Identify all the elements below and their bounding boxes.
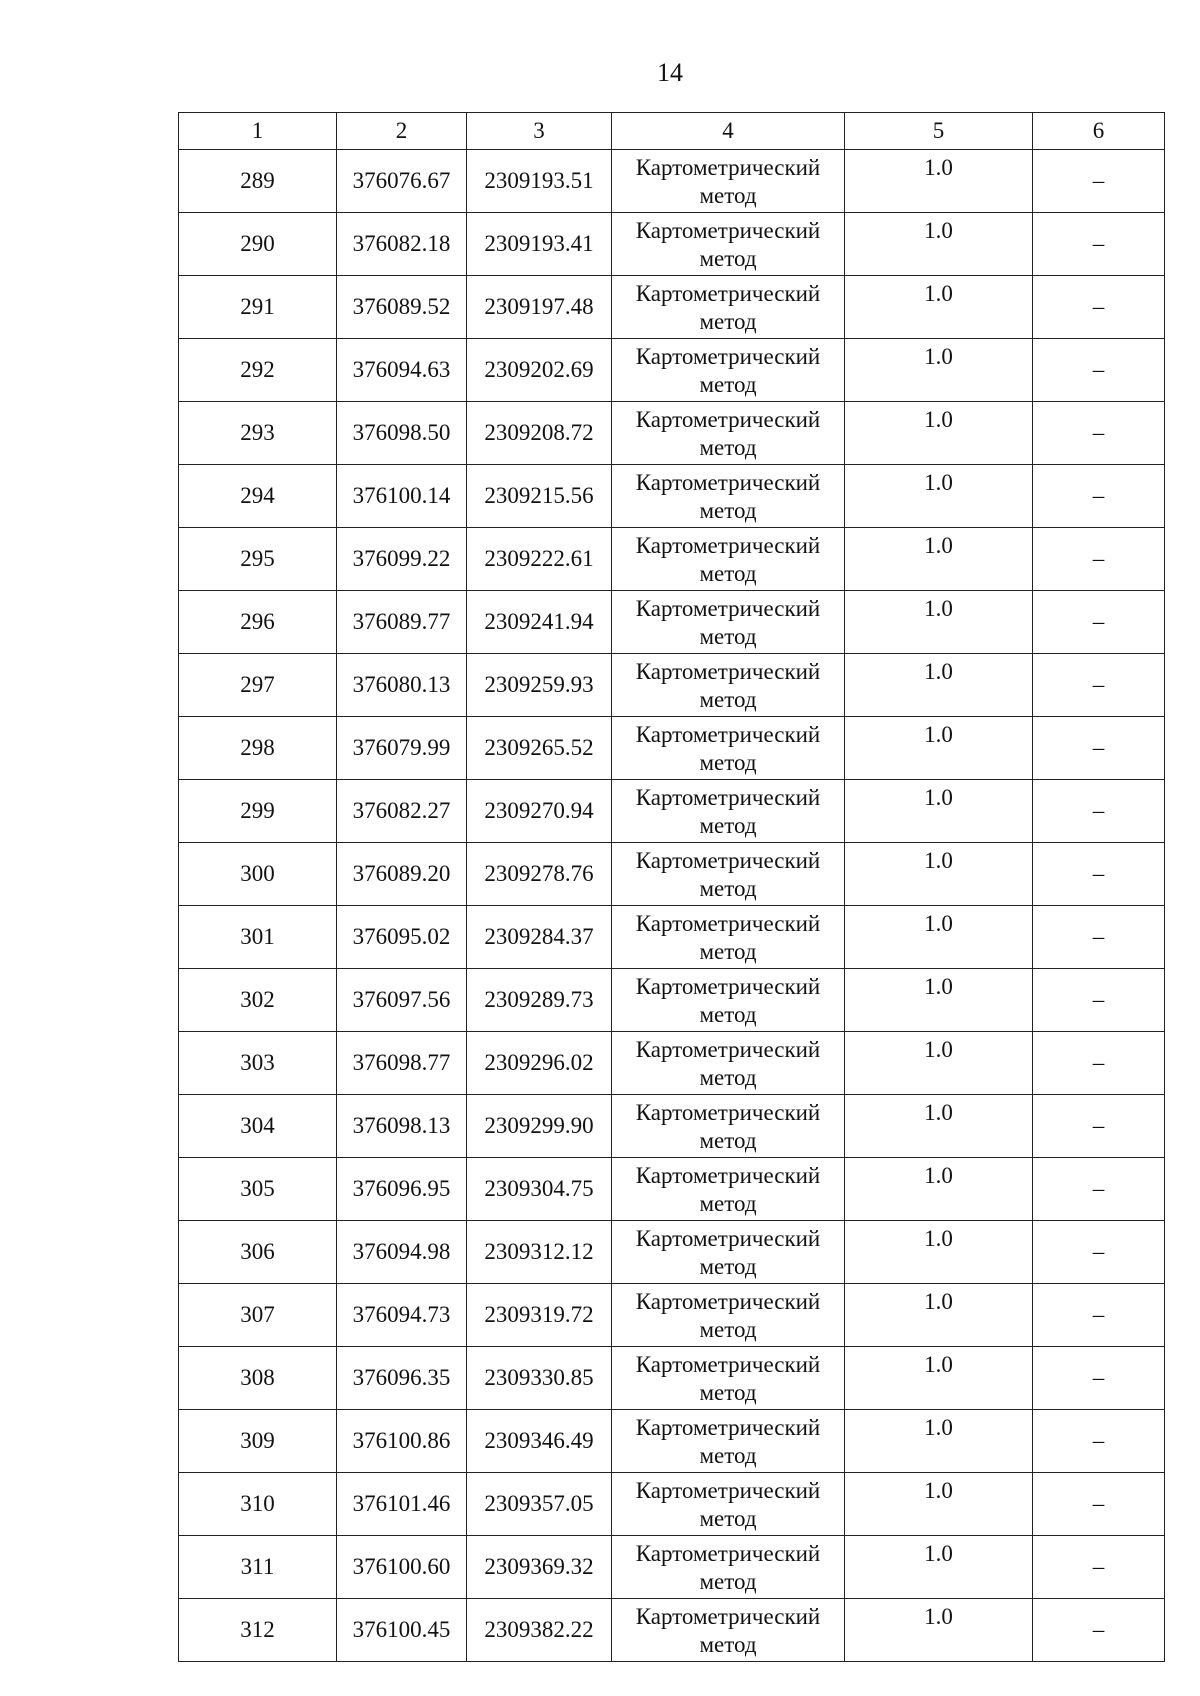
page-number: 14 (657, 58, 683, 87)
table-row (179, 591, 1165, 654)
method-line: метод (699, 309, 757, 334)
method-cell (612, 1095, 845, 1158)
table-row (179, 1536, 1165, 1599)
method-cell (612, 969, 845, 1032)
method-line: Картометрический (635, 1352, 821, 1377)
table-row (179, 1032, 1165, 1095)
method-cell (612, 1158, 845, 1221)
point-number-cell: 297 (179, 654, 337, 717)
method-line: Картометрический (635, 1478, 821, 1503)
note-cell: – (1033, 906, 1165, 969)
x-coordinate-cell: 376100.86 (337, 1410, 467, 1473)
point-number-cell: 306 (179, 1221, 337, 1284)
accuracy-cell: 1.0 (845, 1473, 1033, 1536)
point-number-cell: 310 (179, 1473, 337, 1536)
method-cell (612, 528, 845, 591)
method-line: метод (699, 813, 757, 838)
method-line: метод (699, 1569, 757, 1594)
column-header: 5 (845, 113, 1033, 150)
method-line: Картометрический (635, 407, 821, 432)
table-row (179, 843, 1165, 906)
method-line: Картометрический (635, 911, 821, 936)
y-coordinate-cell: 2309259.93 (467, 654, 612, 717)
accuracy-cell: 1.0 (845, 1158, 1033, 1221)
method-cell (612, 591, 845, 654)
note-cell: – (1033, 1410, 1165, 1473)
point-number-cell: 293 (179, 402, 337, 465)
point-number-cell: 309 (179, 1410, 337, 1473)
note-cell: – (1033, 1536, 1165, 1599)
y-coordinate-cell: 2309304.75 (467, 1158, 612, 1221)
column-header: 6 (1033, 113, 1165, 150)
method-cell (612, 906, 845, 969)
method-line: Картометрический (635, 1289, 821, 1314)
y-coordinate-cell: 2309265.52 (467, 717, 612, 780)
method-line: Картометрический (635, 1541, 821, 1566)
point-number-cell: 305 (179, 1158, 337, 1221)
method-cell (612, 339, 845, 402)
x-coordinate-cell: 376089.77 (337, 591, 467, 654)
table-row (179, 465, 1165, 528)
x-coordinate-cell: 376098.50 (337, 402, 467, 465)
method-line: Картометрический (635, 155, 821, 180)
y-coordinate-cell: 2309197.48 (467, 276, 612, 339)
point-number-cell: 312 (179, 1599, 337, 1662)
accuracy-cell: 1.0 (845, 213, 1033, 276)
method-line: Картометрический (635, 470, 821, 495)
accuracy-cell: 1.0 (845, 969, 1033, 1032)
note-cell: – (1033, 1095, 1165, 1158)
table-row (179, 150, 1165, 213)
column-header: 4 (612, 113, 845, 150)
accuracy-cell: 1.0 (845, 1347, 1033, 1410)
method-line: метод (699, 435, 757, 460)
table-row (179, 717, 1165, 780)
accuracy-cell: 1.0 (845, 1095, 1033, 1158)
note-cell: – (1033, 213, 1165, 276)
table-row (179, 213, 1165, 276)
y-coordinate-cell: 2309193.51 (467, 150, 612, 213)
y-coordinate-cell: 2309241.94 (467, 591, 612, 654)
table-row (179, 1347, 1165, 1410)
point-number-cell: 296 (179, 591, 337, 654)
point-number-cell: 308 (179, 1347, 337, 1410)
method-line: метод (699, 624, 757, 649)
table-row (179, 1473, 1165, 1536)
accuracy-cell: 1.0 (845, 339, 1033, 402)
method-line: Картометрический (635, 1226, 821, 1251)
table-row (179, 906, 1165, 969)
y-coordinate-cell: 2309270.94 (467, 780, 612, 843)
note-cell: – (1033, 1284, 1165, 1347)
accuracy-cell: 1.0 (845, 843, 1033, 906)
point-number-cell: 292 (179, 339, 337, 402)
method-line: метод (699, 876, 757, 901)
method-cell (612, 1221, 845, 1284)
y-coordinate-cell: 2309299.90 (467, 1095, 612, 1158)
note-cell: – (1033, 1473, 1165, 1536)
table-header-row (179, 113, 1165, 150)
y-coordinate-cell: 2309330.85 (467, 1347, 612, 1410)
method-line: Картометрический (635, 533, 821, 558)
method-cell (612, 654, 845, 717)
y-coordinate-cell: 2309193.41 (467, 213, 612, 276)
table-row (179, 1410, 1165, 1473)
method-cell (612, 1284, 845, 1347)
point-number-cell: 303 (179, 1032, 337, 1095)
note-cell: – (1033, 339, 1165, 402)
accuracy-cell: 1.0 (845, 717, 1033, 780)
point-number-cell: 295 (179, 528, 337, 591)
method-line: метод (699, 498, 757, 523)
method-line: метод (699, 1002, 757, 1027)
method-line: Картометрический (635, 344, 821, 369)
accuracy-cell: 1.0 (845, 402, 1033, 465)
point-number-cell: 302 (179, 969, 337, 1032)
table-row (179, 1221, 1165, 1284)
accuracy-cell: 1.0 (845, 1284, 1033, 1347)
point-number-cell: 290 (179, 213, 337, 276)
y-coordinate-cell: 2309284.37 (467, 906, 612, 969)
method-line: Картометрический (635, 722, 821, 747)
accuracy-cell: 1.0 (845, 906, 1033, 969)
accuracy-cell: 1.0 (845, 1536, 1033, 1599)
method-line: метод (699, 183, 757, 208)
method-cell (612, 1536, 845, 1599)
note-cell: – (1033, 843, 1165, 906)
method-line: метод (699, 939, 757, 964)
column-header: 1 (179, 113, 337, 150)
method-line: Картометрический (635, 1163, 821, 1188)
table-row (179, 402, 1165, 465)
accuracy-cell: 1.0 (845, 465, 1033, 528)
method-line: метод (699, 1506, 757, 1531)
point-number-cell: 294 (179, 465, 337, 528)
point-number-cell: 289 (179, 150, 337, 213)
method-line: метод (699, 246, 757, 271)
method-line: Картометрический (635, 1415, 821, 1440)
point-number-cell: 299 (179, 780, 337, 843)
x-coordinate-cell: 376101.46 (337, 1473, 467, 1536)
method-cell (612, 717, 845, 780)
y-coordinate-cell: 2309222.61 (467, 528, 612, 591)
coordinates-table (178, 112, 1165, 1662)
method-line: метод (699, 1317, 757, 1342)
method-cell (612, 1599, 845, 1662)
y-coordinate-cell: 2309215.56 (467, 465, 612, 528)
accuracy-cell: 1.0 (845, 276, 1033, 339)
method-line: метод (699, 1191, 757, 1216)
table-row (179, 339, 1165, 402)
table-row (179, 969, 1165, 1032)
x-coordinate-cell: 376099.22 (337, 528, 467, 591)
method-line: Картометрический (635, 848, 821, 873)
method-line: Картометрический (635, 281, 821, 306)
x-coordinate-cell: 376082.27 (337, 780, 467, 843)
accuracy-cell: 1.0 (845, 1599, 1033, 1662)
note-cell: – (1033, 1158, 1165, 1221)
method-cell (612, 1347, 845, 1410)
method-line: метод (699, 1128, 757, 1153)
x-coordinate-cell: 376098.13 (337, 1095, 467, 1158)
method-line: Картометрический (635, 1037, 821, 1062)
method-cell (612, 780, 845, 843)
point-number-cell: 307 (179, 1284, 337, 1347)
accuracy-cell: 1.0 (845, 150, 1033, 213)
table-row (179, 780, 1165, 843)
note-cell: – (1033, 465, 1165, 528)
method-line: метод (699, 372, 757, 397)
method-line: метод (699, 1632, 757, 1657)
y-coordinate-cell: 2309289.73 (467, 969, 612, 1032)
x-coordinate-cell: 376094.73 (337, 1284, 467, 1347)
method-cell (612, 276, 845, 339)
x-coordinate-cell: 376089.52 (337, 276, 467, 339)
accuracy-cell: 1.0 (845, 1410, 1033, 1473)
note-cell: – (1033, 402, 1165, 465)
x-coordinate-cell: 376082.18 (337, 213, 467, 276)
accuracy-cell: 1.0 (845, 780, 1033, 843)
table-row (179, 1284, 1165, 1347)
note-cell: – (1033, 1347, 1165, 1410)
table-row (179, 654, 1165, 717)
y-coordinate-cell: 2309208.72 (467, 402, 612, 465)
y-coordinate-cell: 2309357.05 (467, 1473, 612, 1536)
note-cell: – (1033, 276, 1165, 339)
y-coordinate-cell: 2309382.22 (467, 1599, 612, 1662)
method-cell (612, 213, 845, 276)
accuracy-cell: 1.0 (845, 654, 1033, 717)
method-cell (612, 402, 845, 465)
table-row (179, 528, 1165, 591)
note-cell: – (1033, 150, 1165, 213)
x-coordinate-cell: 376095.02 (337, 906, 467, 969)
method-line: метод (699, 561, 757, 586)
method-line: метод (699, 1443, 757, 1468)
method-line: метод (699, 750, 757, 775)
table-row (179, 1158, 1165, 1221)
x-coordinate-cell: 376098.77 (337, 1032, 467, 1095)
method-cell (612, 1410, 845, 1473)
table-row (179, 276, 1165, 339)
method-line: Картометрический (635, 218, 821, 243)
method-cell (612, 1473, 845, 1536)
accuracy-cell: 1.0 (845, 1221, 1033, 1284)
x-coordinate-cell: 376094.63 (337, 339, 467, 402)
y-coordinate-cell: 2309319.72 (467, 1284, 612, 1347)
point-number-cell: 304 (179, 1095, 337, 1158)
note-cell: – (1033, 1032, 1165, 1095)
x-coordinate-cell: 376094.98 (337, 1221, 467, 1284)
point-number-cell: 301 (179, 906, 337, 969)
method-line: Картометрический (635, 1604, 821, 1629)
column-header: 2 (337, 113, 467, 150)
point-number-cell: 300 (179, 843, 337, 906)
method-line: Картометрический (635, 659, 821, 684)
note-cell: – (1033, 591, 1165, 654)
method-cell (612, 150, 845, 213)
y-coordinate-cell: 2309278.76 (467, 843, 612, 906)
point-number-cell: 298 (179, 717, 337, 780)
method-line: метод (699, 1380, 757, 1405)
x-coordinate-cell: 376096.95 (337, 1158, 467, 1221)
column-header: 3 (467, 113, 612, 150)
note-cell: – (1033, 1599, 1165, 1662)
accuracy-cell: 1.0 (845, 528, 1033, 591)
note-cell: – (1033, 969, 1165, 1032)
method-cell (612, 465, 845, 528)
x-coordinate-cell: 376080.13 (337, 654, 467, 717)
accuracy-cell: 1.0 (845, 1032, 1033, 1095)
y-coordinate-cell: 2309202.69 (467, 339, 612, 402)
y-coordinate-cell: 2309312.12 (467, 1221, 612, 1284)
x-coordinate-cell: 376076.67 (337, 150, 467, 213)
method-line: Картометрический (635, 596, 821, 621)
accuracy-cell: 1.0 (845, 591, 1033, 654)
note-cell: – (1033, 528, 1165, 591)
method-cell (612, 1032, 845, 1095)
method-line: Картометрический (635, 1100, 821, 1125)
method-line: метод (699, 687, 757, 712)
method-line: Картометрический (635, 974, 821, 999)
point-number-cell: 311 (179, 1536, 337, 1599)
table-row (179, 1095, 1165, 1158)
method-line: метод (699, 1065, 757, 1090)
x-coordinate-cell: 376097.56 (337, 969, 467, 1032)
note-cell: – (1033, 1221, 1165, 1284)
point-number-cell: 291 (179, 276, 337, 339)
table-body (179, 113, 1165, 1662)
x-coordinate-cell: 376079.99 (337, 717, 467, 780)
method-line: Картометрический (635, 785, 821, 810)
table-row (179, 1599, 1165, 1662)
x-coordinate-cell: 376089.20 (337, 843, 467, 906)
note-cell: – (1033, 654, 1165, 717)
y-coordinate-cell: 2309369.32 (467, 1536, 612, 1599)
y-coordinate-cell: 2309296.02 (467, 1032, 612, 1095)
note-cell: – (1033, 780, 1165, 843)
x-coordinate-cell: 376100.60 (337, 1536, 467, 1599)
x-coordinate-cell: 376100.45 (337, 1599, 467, 1662)
note-cell: – (1033, 717, 1165, 780)
x-coordinate-cell: 376096.35 (337, 1347, 467, 1410)
y-coordinate-cell: 2309346.49 (467, 1410, 612, 1473)
method-line: метод (699, 1254, 757, 1279)
method-cell (612, 843, 845, 906)
x-coordinate-cell: 376100.14 (337, 465, 467, 528)
